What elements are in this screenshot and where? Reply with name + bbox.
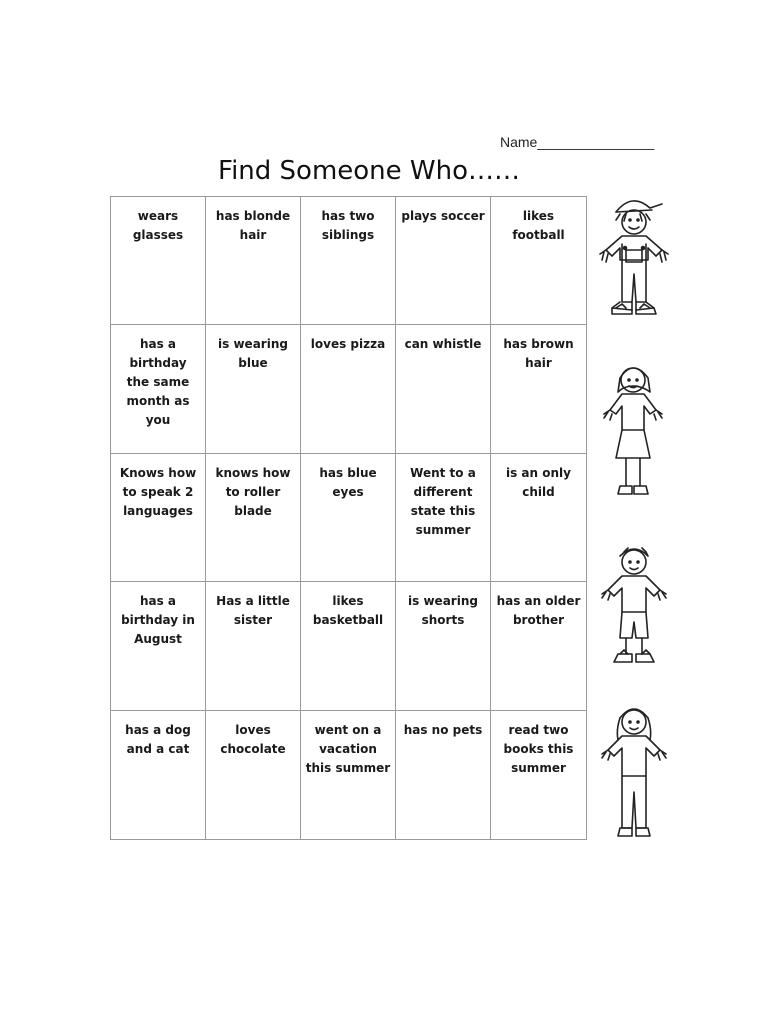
grid-cell: has an older brother (491, 582, 586, 710)
grid-cell: has a birthday in August (111, 582, 206, 710)
grid-cell: likes basketball (301, 582, 396, 710)
grid-cell: loves pizza (301, 325, 396, 453)
girl-skirt-icon (598, 358, 668, 508)
grid-cell: read two books this summer (503, 722, 574, 775)
grid-cell: can whistle (396, 325, 491, 453)
grid-cell: loves chocolate (206, 711, 301, 839)
grid-cell: plays soccer (396, 197, 491, 325)
grid-cell: wears glasses (111, 197, 206, 325)
grid-cell: Has a little sister (206, 582, 301, 710)
grid-cell: Knows how to speak 2 languages (111, 454, 206, 582)
grid-cell: is an only child (491, 454, 586, 582)
grid-cell: has no pets (396, 711, 491, 839)
grid-cell: has blue eyes (301, 454, 396, 582)
grid-cell: Went to a different state this summer (396, 454, 491, 582)
grid-cell: has a dog and a cat (111, 711, 206, 839)
grid-cell: is wearing shorts (396, 582, 491, 710)
grid-cell: is wearing blue (206, 325, 301, 453)
grid-cell: has brown hair (491, 325, 586, 453)
grid-cell: likes football (491, 197, 586, 325)
grid-cell: has a birthday the same month as you (111, 325, 206, 453)
name-field-label: Name_______________ (500, 134, 655, 150)
kid-overalls-cap-icon (592, 190, 674, 326)
boy-shorts-icon (598, 542, 670, 672)
page-title: Find Someone Who…… (218, 156, 521, 186)
girl-pants-icon (598, 700, 670, 846)
grid-cell: has blonde hair (206, 197, 301, 325)
bingo-grid (110, 196, 587, 840)
grid-cell: has two siblings (301, 197, 396, 325)
grid-cell: knows how to roller blade (206, 454, 301, 582)
grid-cell: went on a vacation this summer (301, 711, 396, 839)
